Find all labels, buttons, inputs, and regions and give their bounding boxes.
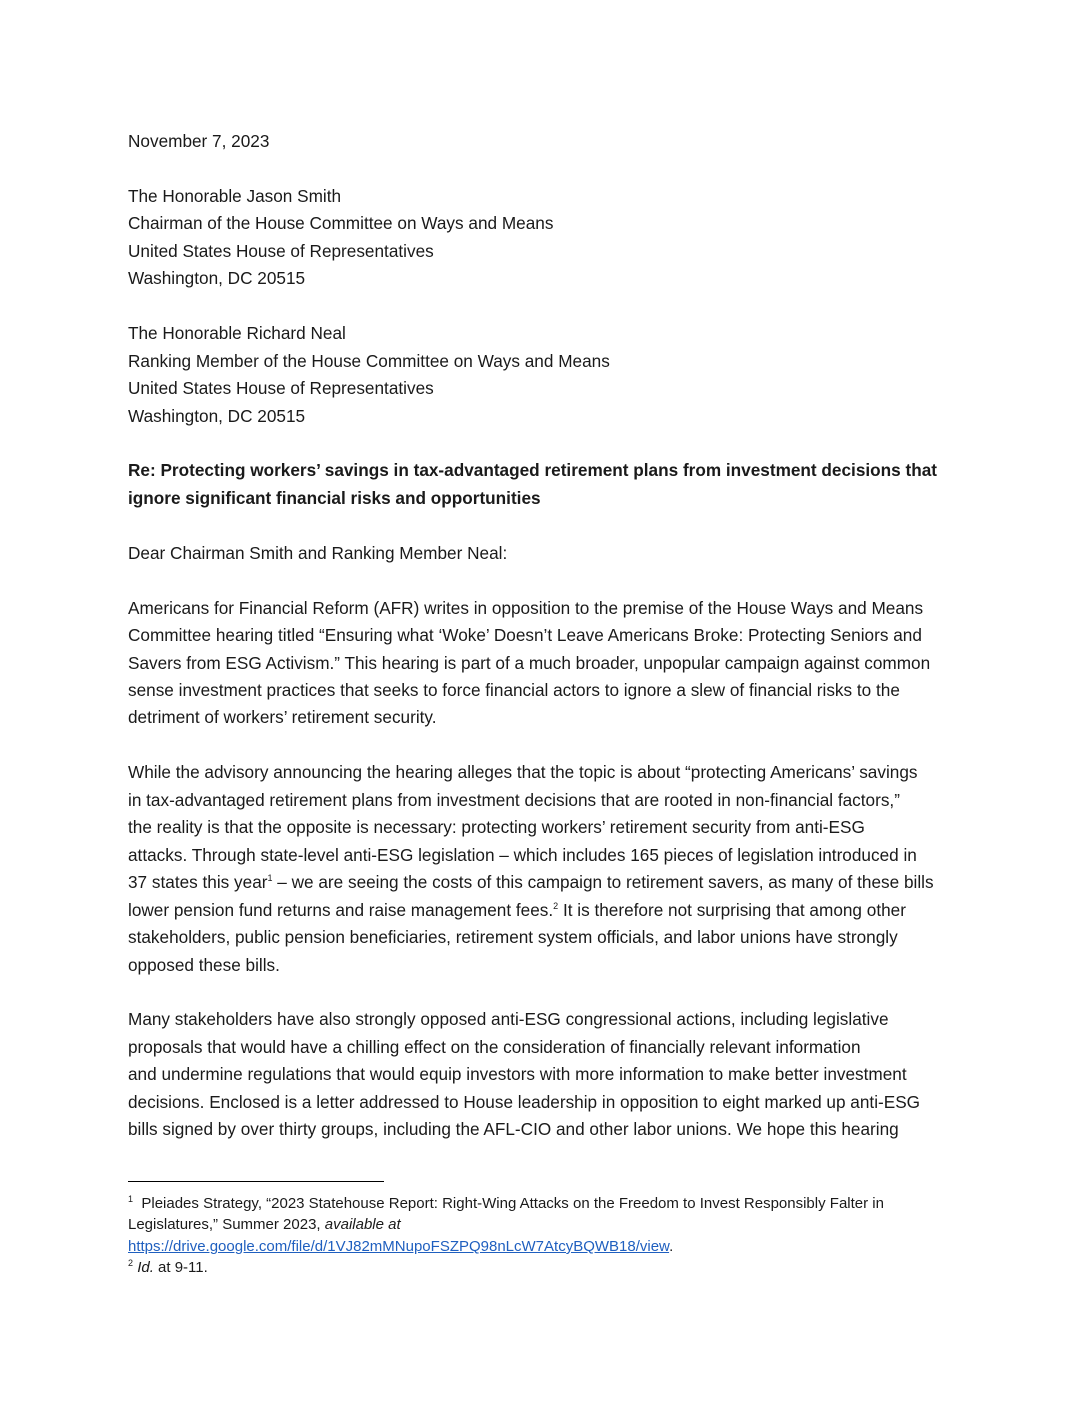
footnote-1-available-at: available at — [324, 1216, 401, 1233]
paragraph-2-text: lower pension fund returns and raise management fees. — [128, 900, 554, 920]
paragraph-3-line: decisions. Enclosed is a letter addressed to House leadership in opposition to eight marked up anti-ESG — [128, 1092, 921, 1112]
recipient-2-line-1: The Honorable Richard Neal — [128, 323, 346, 343]
paragraph-1-line: detriment of workers’ retirement security. — [128, 707, 437, 727]
paragraph-2-line — [128, 900, 906, 920]
paragraph-3-line: proposals that would have a chilling effect on the consideration of financially relevant information — [128, 1037, 861, 1057]
paragraph-2-line: the reality is that the opposite is necessary: protecting workers’ retirement security from anti-ESG — [128, 817, 865, 837]
footnote-2-text: at 9-11. — [153, 1259, 208, 1276]
subject-line-2: ignore significant financial risks and opportunities — [128, 488, 541, 508]
footnote-1-text: Legislatures,” Summer 2023, — [128, 1216, 325, 1233]
footnote-separator — [128, 1181, 384, 1182]
recipient-2-line-4: Washington, DC 20515 — [128, 406, 306, 426]
paragraph-1-line: Savers from ESG Activism.” This hearing is part of a much broader, unpopular campaign against common — [128, 653, 931, 673]
footnote-1-mark: 1 — [128, 1194, 134, 1204]
footnote-1-text: Pleiades Strategy, “2023 Statehouse Report: Right-Wing Attacks on the Freedom to Invest Responsibly Falter in — [141, 1195, 884, 1212]
recipient-1-line-4: Washington, DC 20515 — [128, 268, 306, 288]
recipient-1-line-1: The Honorable Jason Smith — [128, 186, 342, 206]
recipient-2-line-2: Ranking Member of the House Committee on Ways and Means — [128, 351, 610, 371]
paragraph-2-text: 37 states this year — [128, 872, 268, 892]
footnote-1-line-2 — [128, 1216, 401, 1234]
salutation: Dear Chairman Smith and Ranking Member Neal: — [128, 543, 508, 563]
paragraph-2-line: attacks. Through state-level anti-ESG legislation – which includes 165 pieces of legislation introduced in — [128, 845, 917, 865]
footnote-2 — [128, 1259, 208, 1277]
footnote-1-line-1 — [128, 1195, 884, 1213]
paragraph-2-line: opposed these bills. — [128, 955, 280, 975]
footnote-ref-2[interactable]: 2 — [553, 901, 559, 911]
paragraph-1-line: sense investment practices that seeks to force financial actors to ignore a slew of financial risks to the — [128, 680, 900, 700]
subject-line-1: Re: Protecting workers’ savings in tax-advantaged retirement plans from investment decisions that — [128, 460, 937, 480]
letter-date: November 7, 2023 — [128, 131, 270, 151]
footnote-1-link[interactable]: https://drive.google.com/file/d/1VJ82mMNupoFSZPQ98nLcW7AtcyBQWB18/view — [128, 1238, 670, 1255]
footnote-2-mark: 2 — [128, 1258, 134, 1268]
paragraph-3-line: bills signed by over thirty groups, including the AFL-CIO and other labor unions. We hope this hearing — [128, 1119, 899, 1139]
paragraph-2-line: stakeholders, public pension beneficiaries, retirement system officials, and labor unions have strongly — [128, 927, 898, 947]
paragraph-3-line: and undermine regulations that would equip investors with more information to make better investment — [128, 1064, 907, 1084]
footnote-1-period: . — [669, 1238, 674, 1255]
paragraph-1-line: Americans for Financial Reform (AFR) writes in opposition to the premise of the House Ways and Means — [128, 598, 924, 618]
footnote-2-id: Id. — [137, 1259, 154, 1276]
footnote-ref-1[interactable]: 1 — [267, 873, 273, 883]
paragraph-2-text: – we are seeing the costs of this campaign to retirement savers, as many of these bills — [272, 872, 934, 892]
paragraph-2-line: While the advisory announcing the hearing alleges that the topic is about “protecting Americans’ savings — [128, 762, 918, 782]
paragraph-1-line: Committee hearing titled “Ensuring what ‘Woke’ Doesn’t Leave Americans Broke: Protecting Seniors and — [128, 625, 922, 645]
paragraph-3-line: Many stakeholders have also strongly opposed anti-ESG congressional actions, including legislative — [128, 1009, 889, 1029]
footnote-1-line-3 — [128, 1238, 673, 1256]
paragraph-2-text: It is therefore not surprising that among other — [558, 900, 906, 920]
paragraph-2-line: in tax-advantaged retirement plans from investment decisions that are rooted in non-financial factors,” — [128, 790, 900, 810]
recipient-1-line-3: United States House of Representatives — [128, 241, 434, 261]
recipient-2-line-3: United States House of Representatives — [128, 378, 434, 398]
recipient-1-line-2: Chairman of the House Committee on Ways and Means — [128, 213, 554, 233]
paragraph-2-line — [128, 872, 934, 892]
